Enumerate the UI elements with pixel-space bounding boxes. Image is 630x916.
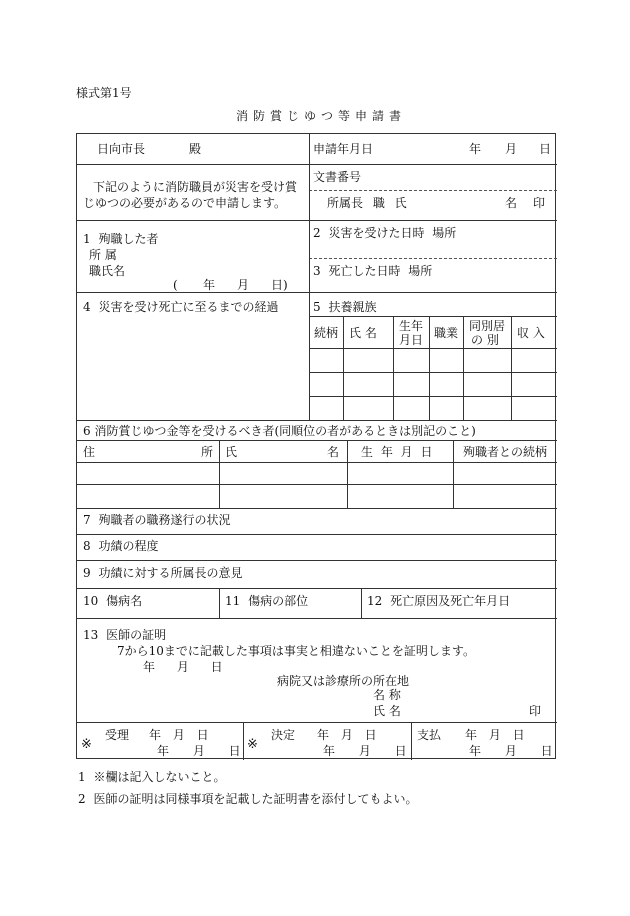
- section1-birth-open: (: [173, 278, 178, 292]
- dependents-col-name: 氏 名: [349, 326, 377, 340]
- section13-statement: 7から10までに記載した事項は事実と相違ないことを証明します。: [117, 644, 475, 658]
- row-divider: [309, 396, 557, 397]
- intro-text-line2: じゆつの必要があるので申請します。: [83, 196, 287, 210]
- head-of-office-label: 所属長 職 氏: [327, 196, 407, 210]
- recipients-col-relationship: 殉職者との続柄: [463, 445, 548, 459]
- column-divider: [309, 134, 310, 420]
- row-divider: [77, 560, 557, 561]
- head-of-office-seal: 印: [533, 196, 546, 210]
- receipt-date-bottom: 年 月 日: [157, 744, 241, 758]
- row-divider: [309, 316, 557, 317]
- section2-title: 2 災害を受けた日時 場所: [313, 226, 457, 240]
- section7-title: 7 殉職者の職務遂行の状況: [83, 513, 231, 527]
- column-divider: [219, 440, 220, 508]
- application-date-day: 日: [539, 142, 552, 156]
- row-divider: [77, 534, 557, 535]
- office-use-mark: ※: [81, 737, 92, 752]
- section1-position-name: 職氏名: [89, 264, 126, 278]
- row-divider: [77, 220, 557, 221]
- application-date-year: 年: [469, 142, 482, 156]
- column-divider: [393, 316, 394, 420]
- column-divider: [463, 316, 464, 420]
- receipt-label: 受理: [105, 728, 130, 742]
- recipients-col-name-a: 氏: [225, 445, 238, 459]
- column-divider: [343, 316, 344, 420]
- row-divider: [77, 484, 557, 485]
- application-form-table: [76, 133, 556, 759]
- receipt-date-top: 年 月 日: [149, 728, 209, 742]
- row-divider: [77, 420, 557, 421]
- dependents-col-relation: 続柄: [314, 326, 339, 340]
- dependents-col-residence-top: 同別居: [469, 319, 506, 333]
- application-date-month: 月: [505, 142, 518, 156]
- note-2: 2 医師の証明は同様事項を記載した証明書を添付してもよい。: [78, 792, 418, 806]
- section4-title: 4 災害を受け死亡に至るまでの経過: [83, 300, 279, 314]
- payment-date-bottom: 年 月 日: [469, 744, 553, 758]
- recipients-col-address-a: 住: [83, 445, 96, 459]
- row-divider: [77, 292, 557, 293]
- row-divider: [77, 588, 557, 589]
- column-divider: [429, 316, 430, 420]
- addressee-honorific: 殿: [189, 142, 202, 156]
- row-divider: [77, 618, 557, 619]
- section1-title: 1 殉職した者: [83, 232, 159, 246]
- section13-facility-name: 名 称: [373, 688, 401, 702]
- dependents-col-occupation: 職業: [434, 326, 459, 340]
- column-divider: [361, 588, 362, 618]
- dependents-col-residence-bottom: の 別: [471, 333, 499, 347]
- section1-birth-close: 日): [271, 278, 288, 292]
- row-divider: [77, 462, 557, 463]
- section1-birth-month: 月: [237, 278, 250, 292]
- column-divider: [511, 316, 512, 420]
- decision-label: 決定: [271, 728, 296, 742]
- section11-title: 11 傷病の部位: [225, 594, 309, 608]
- column-divider: [219, 588, 220, 618]
- row-divider: [77, 164, 557, 165]
- office-use-mark: ※: [247, 737, 258, 752]
- form-number: 様式第1号: [76, 86, 132, 100]
- row-divider: [77, 440, 557, 441]
- section3-title: 3 死亡した日時 場所: [313, 264, 433, 278]
- addressee-mayor: 日向市長: [97, 142, 146, 156]
- decision-date-top: 年 月 日: [317, 728, 377, 742]
- column-divider: [243, 722, 244, 760]
- payment-date-top: 年 月 日: [465, 728, 525, 742]
- application-date-label: 申請年月日: [313, 142, 374, 156]
- note-1: 1 ※欄は記入しないこと。: [78, 770, 226, 784]
- section5-title: 5 扶養親族: [313, 300, 377, 314]
- row-divider: [77, 508, 557, 509]
- section8-title: 8 功績の程度: [83, 539, 159, 553]
- dependents-col-birth-top: 生年: [399, 319, 424, 333]
- row-divider: [309, 348, 557, 349]
- dashed-divider: [309, 190, 557, 191]
- recipients-col-birthdate: 生 年 月 日: [361, 445, 433, 459]
- intro-text-line1: 下記のように消防職員が災害を受け賞: [93, 180, 298, 194]
- section9-title: 9 功績に対する所属長の意見: [83, 566, 243, 580]
- column-divider: [347, 440, 348, 508]
- section13-title: 13 医師の証明: [83, 628, 167, 642]
- section13-seal: 印: [529, 704, 542, 718]
- section13-location: 病院又は診療所の所在地: [277, 674, 410, 688]
- form-title: 消防賞じゆつ等申請書: [236, 109, 407, 123]
- recipients-col-name-b: 名: [327, 445, 340, 459]
- section1-affiliation: 所 属: [89, 248, 117, 262]
- row-divider: [77, 722, 557, 723]
- column-divider: [411, 722, 412, 760]
- document-number-label: 文書番号: [313, 170, 362, 184]
- dashed-divider: [309, 258, 557, 259]
- decision-date-bottom: 年 月 日: [323, 744, 407, 758]
- head-of-office-name: 名: [505, 196, 518, 210]
- section13-date: 年 月 日: [143, 660, 223, 674]
- section1-birth-year: 年: [203, 278, 216, 292]
- dependents-col-income: 収 入: [517, 326, 545, 340]
- section10-title: 10 傷病名: [83, 594, 143, 608]
- section12-title: 12 死亡原因及死亡年月日: [367, 594, 511, 608]
- payment-label: 支払: [417, 728, 442, 742]
- dependents-col-birth-bottom: 月日: [399, 333, 424, 347]
- row-divider: [309, 372, 557, 373]
- section6-title: 6 消防賞じゆつ金等を受けるべき者(同順位の者があるときは別記のこと): [83, 424, 476, 438]
- section13-doctor-name: 氏 名: [373, 704, 401, 718]
- column-divider: [453, 440, 454, 508]
- recipients-col-address-b: 所: [201, 445, 214, 459]
